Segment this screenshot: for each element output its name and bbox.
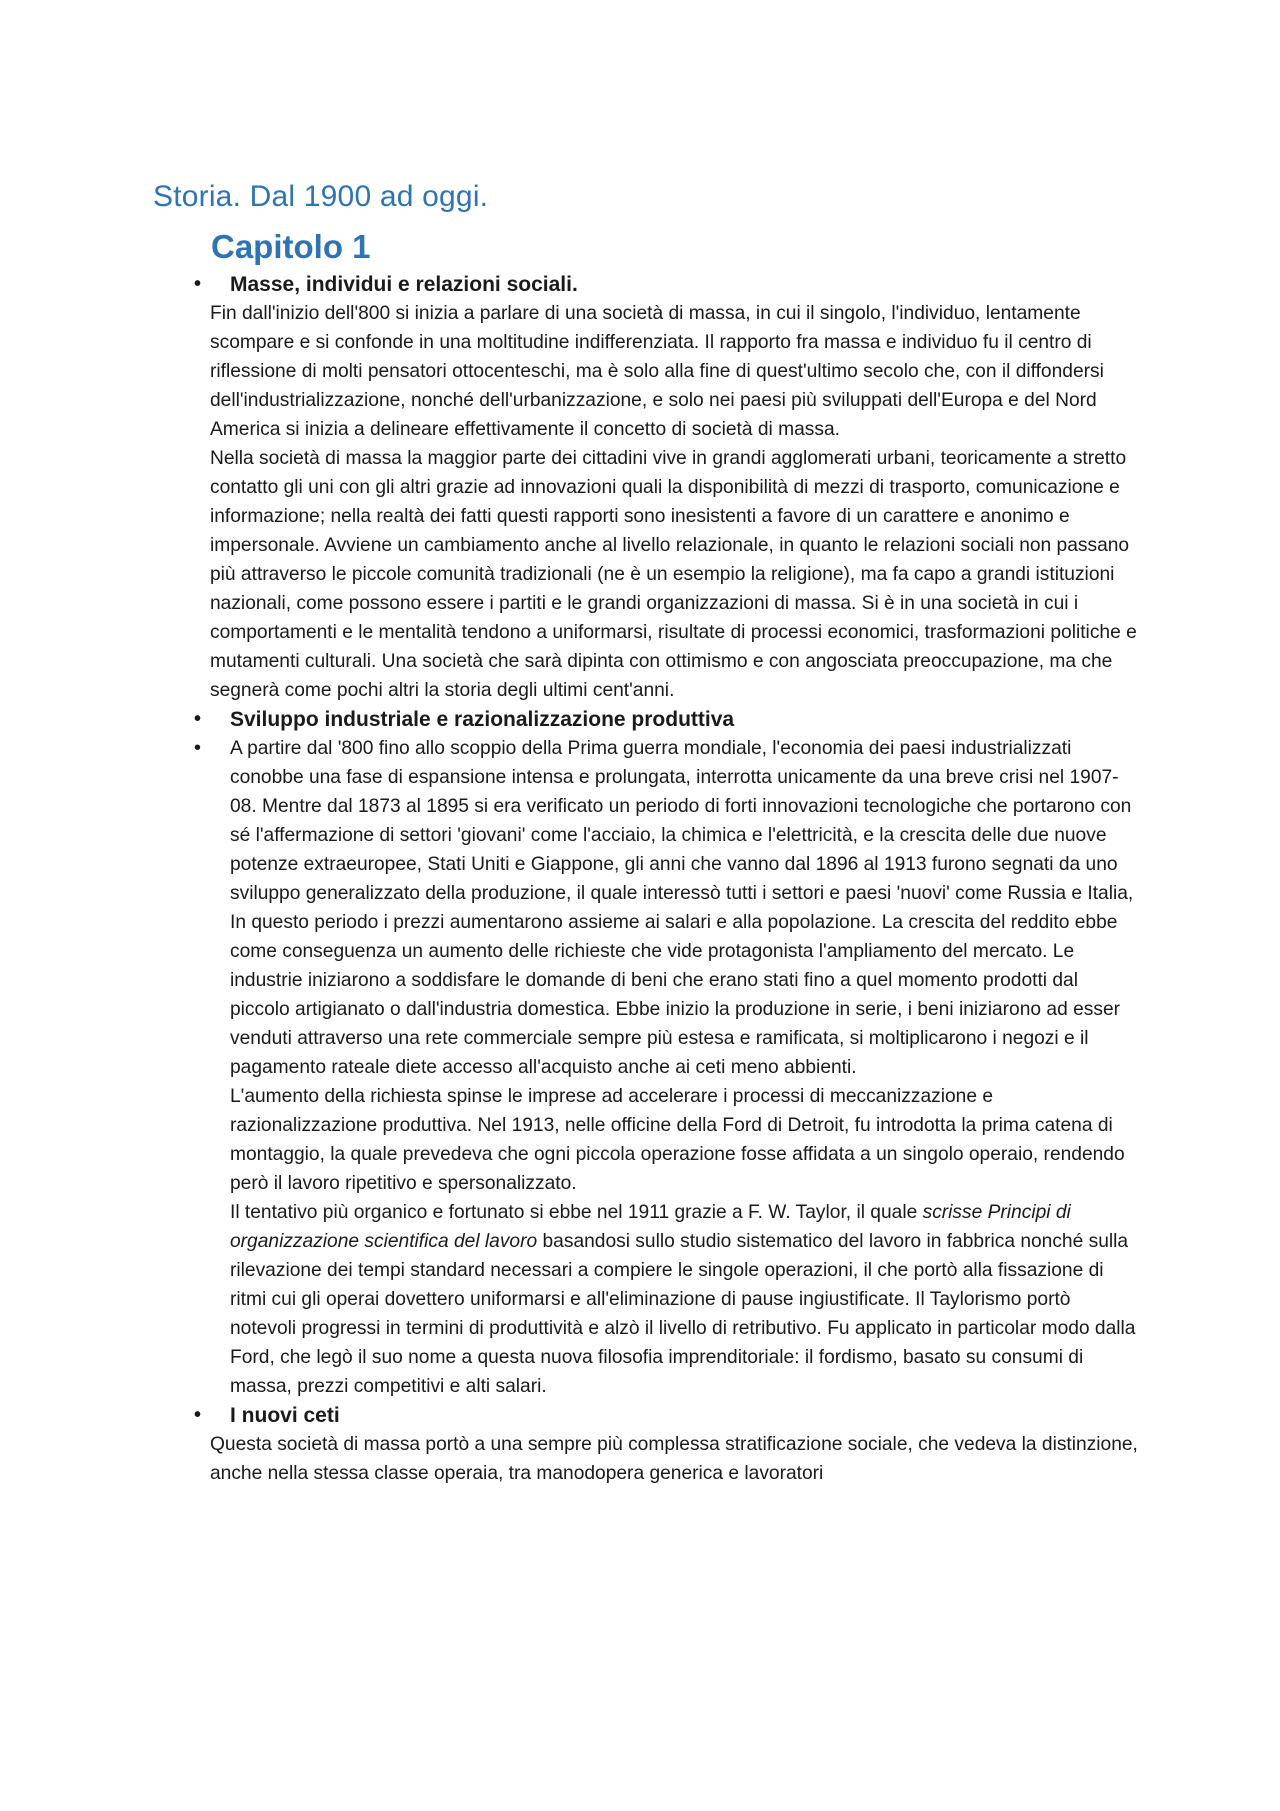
document-title: Storia. Dal 1900 ad oggi. [153, 180, 489, 213]
paragraph: Nella società di massa la maggior parte dei cittadini vive in grandi agglomerati urbani, teoricamente a stretto contatto gli uni con gli altri grazie ad innovazioni quali la disponibilità di mezzi di trasporto, comunicazione e informazione; nella realtà dei fatti questi rapporti sono inesistenti a favore di un carattere e anonimo e impersonale. Avviene un cambiamento anche al livello relazionale, in quanto le relazioni sociali non passano più attraverso le piccole comunità tradizionali (ne è un esempio la religione), ma fa capo a grandi istituzioni nazionali, come possono essere i partiti e le grandi organizzazioni di massa. Si è in una società in cui i comportamenti e le mentalità tendono a uniformarsi, risultate di processi economici, trasformazioni politiche e mutamenti culturali. Una società che sarà dipinta con ottimismo e con angosciata preoccupazione, ma che segnerà come pochi altri la storia degli ultimi cent'anni. [210, 448, 1137, 701]
section-heading-nuovi-ceti: • I nuovi ceti [190, 1401, 1140, 1430]
text-run: basandosi sullo studio sistematico del lavoro in fabbrica nonché sulla rilevazione dei tempi standard necessari a compiere le singole operazioni, il che portò alla fissazione di ritmi cui gli operai dovettero uniformarsi e all'eliminazione di pause ingiustificate. Il Taylorismo portò notevoli progressi in termini di produttività e alzò il livello di retributivo. Fu applicato in particolar modo dalla Ford, che legò il suo nome a questa nuova filosofia imprenditoriale: il fordismo, basato su consumi di massa, prezzi competitivi e alti salari. [230, 1231, 1136, 1397]
paragraph: Fin dall'inizio dell'800 si inizia a parlare di una società di massa, in cui il singolo, l'individuo, lentamente scompare e si confonde in una moltitudine indifferenziata. Il rapporto fra massa e individuo fu il centro di riflessione di molti pensatori ottocenteschi, ma è solo alla fine di quest'ultimo secolo che, con il diffondersi dell'industrializzazione, nonché dell'urbanizzazione, e solo nei paesi più sviluppati dell'Europa e del Nord America si inizia a delineare effettivamente il concetto di società di massa. [210, 303, 1104, 440]
document-body [190, 270, 1140, 1488]
chapter-heading: Capitolo 1 [211, 228, 371, 265]
paragraph: L'aumento della richiesta spinse le imprese ad accelerare i processi di meccanizzazione e razionalizzazione produttiva. Nel 1913, nelle officine della Ford di Detroit, fu introdotta la prima catena di montaggio, la quale prevedeva che ogni piccola operazione fosse affidata a un singolo operaio, rendendo però il lavoro ripetitivo e spersonalizzato. [230, 1086, 1125, 1194]
book-title-italic: scrisse Principi di organizzazione scientifica del lavoro [230, 1202, 1071, 1252]
text-run: Il tentativo più organico e fortunato si ebbe nel 1911 grazie a F. W. Taylor, il quale [230, 1202, 923, 1223]
bullet-paragraph-sviluppo [190, 734, 1140, 1401]
paragraph [230, 1198, 1140, 1401]
paragraph: • A partire dal '800 fino allo scoppio della Prima guerra mondiale, l'economia dei paesi industrializzati conobbe una fase di espansione intensa e prolungata, interrotta unicamente da una breve crisi nel 1907-08. Mentre dal 1873 al 1895 si era verificato un periodo di forti innovazioni tecnologiche che portarono con sé l'affermazione di settori 'giovani' come l'acciaio, la chimica e l'elettricità, e la crescita delle due nuove potenze extraeuropee, Stati Uniti e Giappone, gli anni che vanno dal 1896 al 1913 furono segnati da uno sviluppo generalizzato della produzione, il quale interessò tutti i settori e paesi 'nuovi' come Russia e Italia, In questo periodo i prezzi aumentarono assieme ai salari e alla popolazione. La crescita del reddito ebbe come conseguenza un aumento delle richieste che vide protagonista l'ampliamento del mercato. Le industrie iniziarono a soddisfare le domande di beni che erano stati fino a quel momento prodotti dal piccolo artigianato o dall'industria domestica. Ebbe inizio la produzione in serie, i beni iniziarono ad esser venduti attraverso una rete commerciale sempre più estesa e ramificata, si moltiplicarono i negozi e il pagamento rateale diete accesso all'acquisto anche ai ceti meno abbienti. [230, 738, 1134, 1078]
paragraph: Questa società di massa portò a una sempre più complessa stratificazione sociale, che vedeva la distinzione, anche nella stessa classe operaia, tra manodopera generica e lavoratori [210, 1434, 1138, 1484]
section-heading-sviluppo: • Sviluppo industriale e razionalizzazione produttiva [190, 705, 1140, 734]
section-heading-masse: • Masse, individui e relazioni sociali. [190, 270, 1140, 299]
